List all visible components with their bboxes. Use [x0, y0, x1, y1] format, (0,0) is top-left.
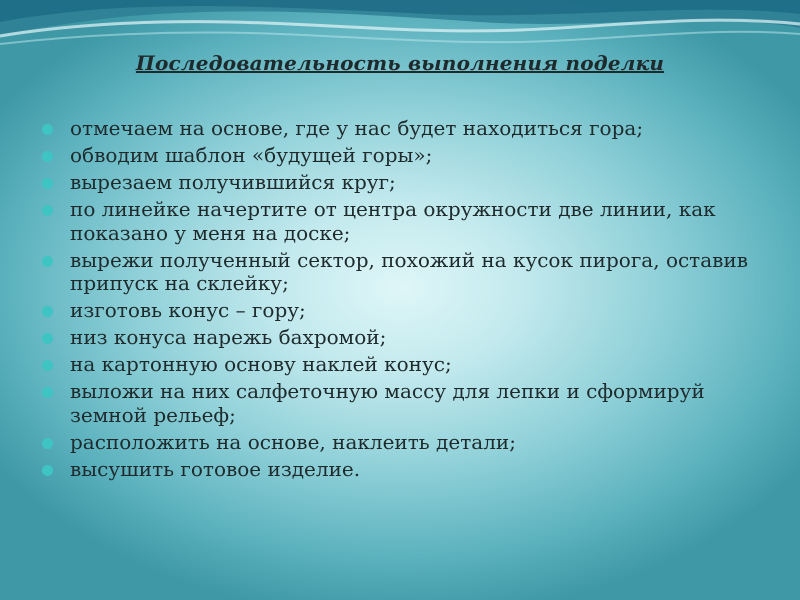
list-item-text: расположить на основе, наклеить детали;	[70, 429, 516, 454]
list-item	[40, 198, 760, 245]
list-item	[40, 431, 760, 455]
bullet-dot-icon	[42, 205, 53, 216]
list-item-text: отмечаем на основе, где у нас будет находиться гора;	[70, 116, 644, 140]
list-item	[40, 144, 760, 168]
list-item-text: выложи на них салфеточную массу для лепки и сформируй земной рельеф;	[70, 379, 705, 427]
list-item-text: обводим шаблон «будущей горы»;	[70, 143, 433, 167]
bullet-dot-icon	[42, 151, 53, 162]
list-item-text: на картонную основу наклей конус;	[70, 352, 452, 376]
bullet-dot-icon	[42, 124, 53, 135]
list-item-text: вырезаем получившийся круг;	[70, 170, 396, 194]
bullet-dot-icon	[42, 178, 53, 189]
bullet-dot-icon	[42, 306, 53, 317]
list-item-text: изготовь конус – гору;	[70, 298, 306, 322]
bullet-dot-icon	[42, 333, 53, 344]
bullet-list	[40, 117, 760, 485]
list-item	[40, 353, 760, 377]
list-item-text: низ конуса нарежь бахромой;	[70, 325, 387, 349]
bullet-dot-icon	[42, 360, 53, 371]
bullet-dot-icon	[42, 387, 53, 398]
list-item	[40, 171, 760, 195]
slide-title: Последовательность выполнения поделки	[135, 51, 665, 75]
list-item	[40, 380, 760, 427]
bullet-dot-icon	[42, 438, 53, 449]
list-item	[40, 249, 760, 296]
list-item-text: высушить готовое изделие.	[70, 456, 361, 481]
bullet-dot-icon	[42, 465, 53, 476]
bullet-dot-icon	[42, 256, 53, 267]
list-item	[40, 299, 760, 323]
list-item-text: по линейке начертите от центра окружности две линии, как показано у меня на доске;	[70, 197, 716, 245]
list-item	[40, 458, 760, 482]
list-item	[40, 326, 760, 350]
list-item-text: вырежи полученный сектор, похожий на кусок пирога, оставив припуск на склейку;	[70, 247, 749, 295]
list-item	[40, 117, 760, 141]
